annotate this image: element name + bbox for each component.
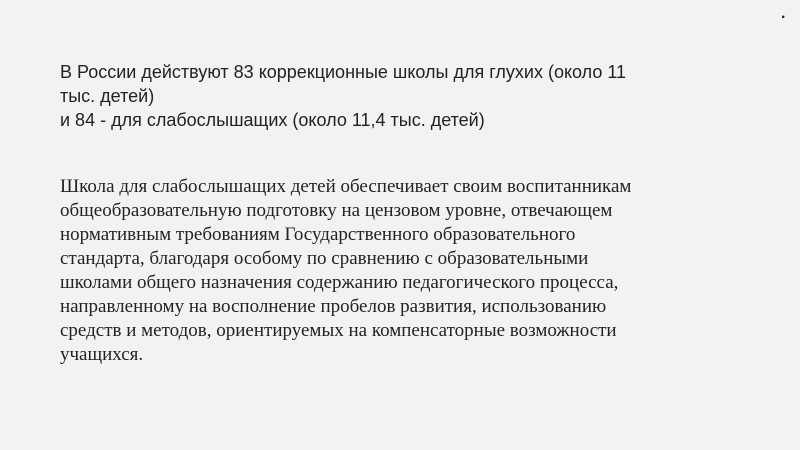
body-line: общеобразовательную подготовку на цензовом уровне, отвечающем <box>60 200 613 221</box>
intro-line: В России действуют 83 коррекционные школы для глухих (около 11 <box>60 62 627 82</box>
body-line: школами общего назначения содержанию педагогического процесса, <box>60 272 619 293</box>
corner-mark: . <box>781 5 786 22</box>
intro-paragraph <box>60 60 760 132</box>
body-line: средств и методов, ориентируемых на компенсаторные возможности <box>60 320 617 341</box>
body-line: Школа для слабослышащих детей обеспечивает своим воспитанникам <box>60 176 632 197</box>
intro-line: и 84 - для слабослышащих (около 11,4 тыс. детей) <box>60 110 485 130</box>
intro-line: тыс. детей) <box>60 86 155 106</box>
body-line: стандарта, благодаря особому по сравнению с образовательными <box>60 248 589 269</box>
body-paragraph <box>60 175 760 367</box>
body-line: учащихся. <box>60 344 144 365</box>
body-line: нормативным требованиям Государственного образовательного <box>60 224 576 245</box>
body-line: направленному на восполнение пробелов развития, использованию <box>60 296 607 317</box>
